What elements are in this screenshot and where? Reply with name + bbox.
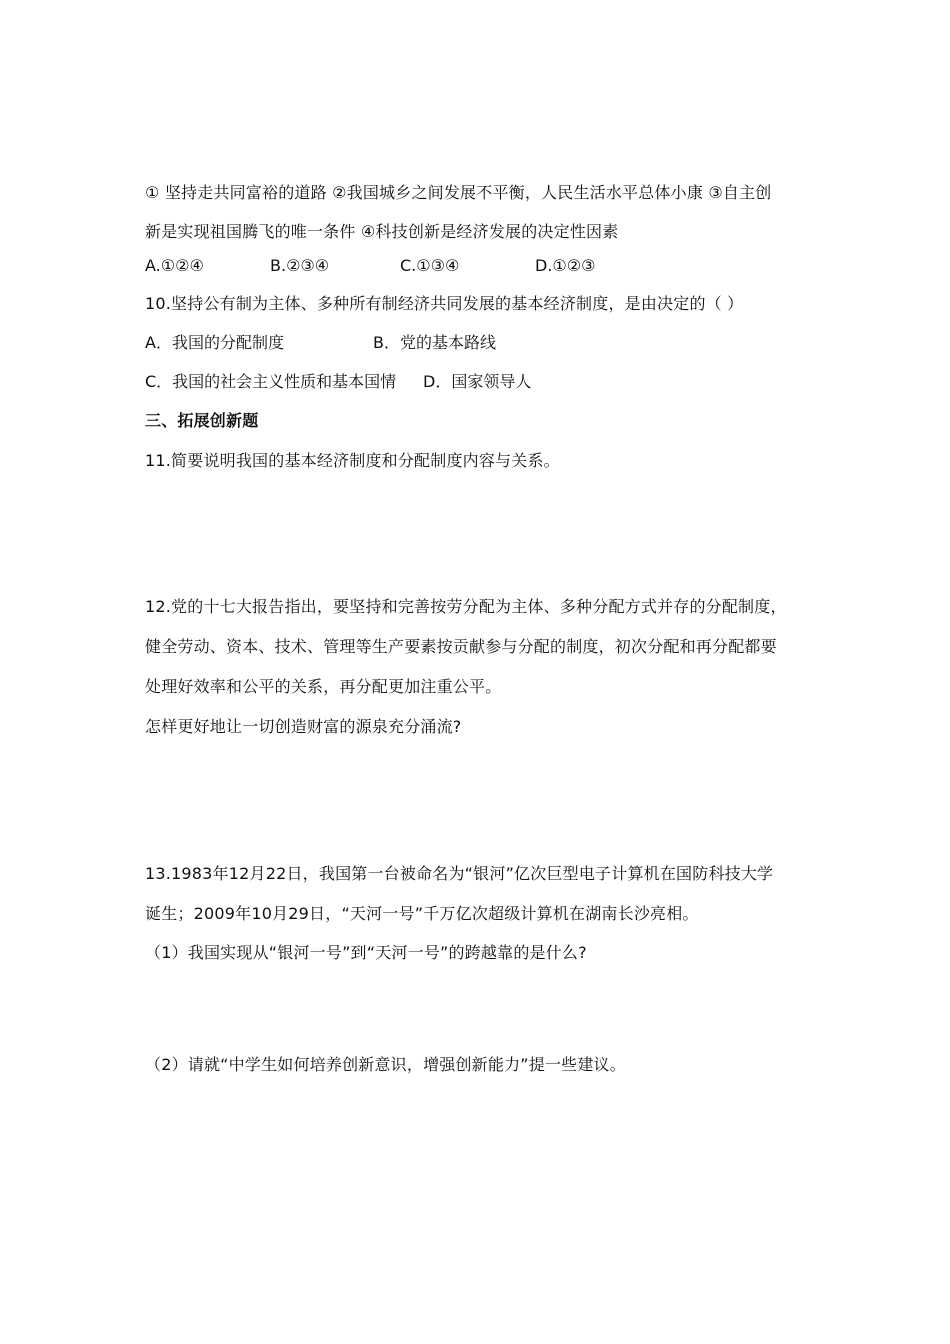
q10-option-a: A．我国的分配制度: [145, 333, 284, 352]
q9-option-c: C.①③④: [400, 256, 460, 275]
q9-statement-line2: 新是实现祖国腾飞的唯一条件 ④科技创新是经济发展的决定性因素: [145, 222, 619, 241]
q13-line2: 诞生；2009年10月29日，“天河一号”千万亿次超级计算机在湖南长沙亮相。: [145, 904, 699, 923]
q9-statement-line1: ① 坚持走共同富裕的道路 ②我国城乡之间发展不平衡，人民生活水平总体小康 ③自主创: [145, 183, 772, 202]
q10-stem: 10.坚持公有制为主体、多种所有制经济共同发展的基本经济制度，是由决定的（ ）: [145, 294, 744, 313]
q10-option-b: B．党的基本路线: [373, 333, 496, 352]
q10-option-d: D．国家领导人: [423, 372, 532, 391]
q10-option-c: C．我国的社会主义性质和基本国情: [145, 372, 397, 391]
q11-stem: 11.简要说明我国的基本经济制度和分配制度内容与关系。: [145, 451, 560, 470]
q12-line1: 12.党的十七大报告指出，要坚持和完善按劳分配为主体、多种分配方式并存的分配制度，: [145, 597, 787, 616]
q9-option-b: B.②③④: [270, 256, 330, 275]
q12-line2: 健全劳动、资本、技术、管理等生产要素按贡献参与分配的制度，初次分配和再分配都要: [145, 637, 777, 656]
q13-line1: 13.1983年12月22日，我国第一台被命名为“银河”亿次巨型电子计算机在国防科技大学: [145, 864, 774, 883]
q12-line3: 处理好效率和公平的关系，再分配更加注重公平。: [145, 677, 502, 696]
section-heading: 三、拓展创新题: [145, 411, 259, 430]
q13-sub1: （1）我国实现从“银河一号”到“天河一号”的跨越靠的是什么?: [145, 943, 587, 962]
q9-option-d: D.①②③: [535, 256, 596, 275]
q9-option-a: A.①②④: [145, 256, 204, 275]
q13-sub2: （2）请就“中学生如何培养创新意识，增强创新能力”提一些建议。: [145, 1055, 626, 1074]
q12-question: 怎样更好地让一切创造财富的源泉充分涌流?: [145, 717, 462, 736]
